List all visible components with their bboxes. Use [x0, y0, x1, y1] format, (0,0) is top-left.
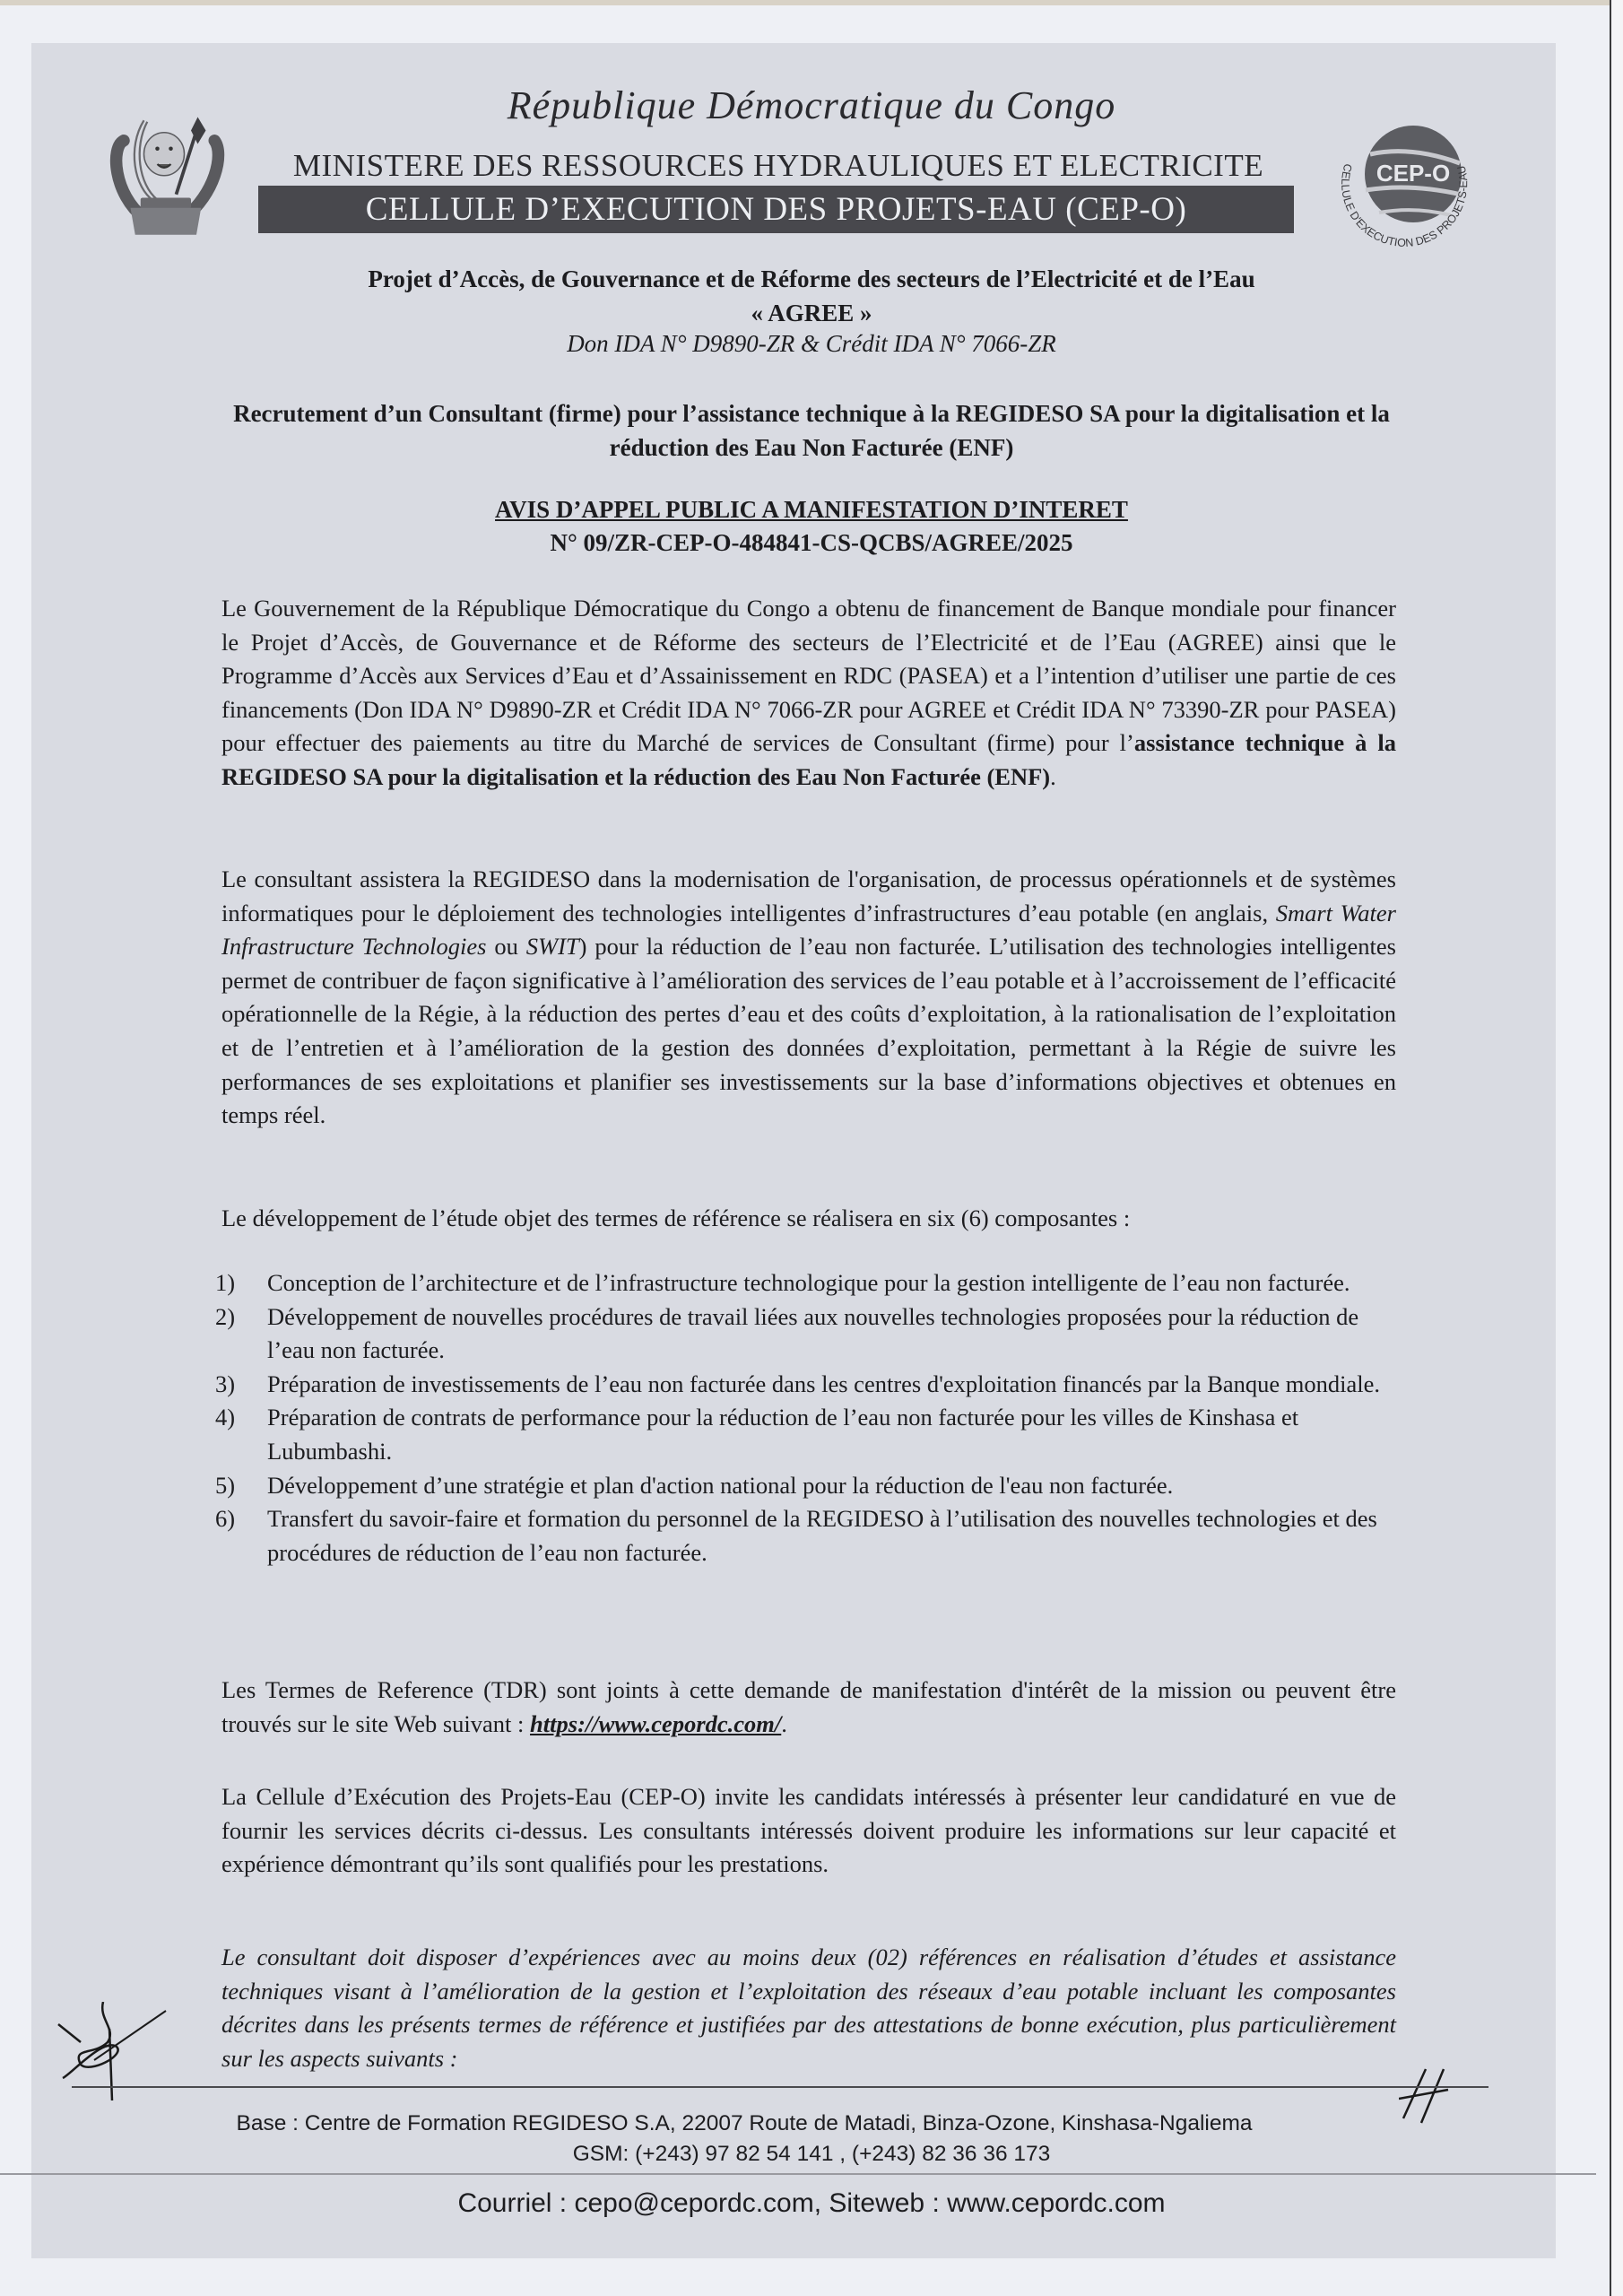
footer-contact: Courriel : cepo@cepordc.com, Siteweb : www.cepordc.com [457, 2188, 1166, 2218]
list-text: Développement d’une stratégie et plan d'action national pour la réduction de l'eau non facturée. [267, 1471, 1174, 1499]
components-list [215, 1266, 1399, 1570]
page-right-margin [1611, 0, 1623, 2296]
p2-text-a: Le consultant assistera la REGIDESO dans la modernisation de l'organisation, de processus opérationnels et de systèmes informatiques pour le déploiement des technologies intelligentes d’infrastructures d’eau potable (en anglais, [221, 865, 1396, 926]
list-text: Préparation de investissements de l’eau non facturée dans les centres d'exploitation financés par la Banque mondiale. [267, 1370, 1381, 1397]
notice-number: N° 09/ZR-CEP-O-484841-CS-QCBS/AGREE/2025 [550, 529, 1073, 556]
country-title: République Démocratique du Congo [507, 83, 1116, 127]
list-number: 4) [215, 1404, 236, 1431]
footer-address: Base : Centre de Formation REGIDESO S.A, 22007 Route de Matadi, Binza-Ozone, Kinshasa-Ngaliema [236, 2111, 1253, 2135]
unit-banner: CELLULE D’EXECUTION DES PROJETS-EAU (CEP-O) [258, 186, 1294, 233]
p2-text-b: ou [486, 933, 526, 961]
tdr-website-link[interactable]: https://www.cepordc.com/ [530, 1709, 782, 1737]
p2-text-c: ) pour la réduction de l’eau non facturée. L’utilisation des technologies intelligentes permet de contribuer de façon significative à l’amélioration des services de l’eau potable et à l’accroissement de l’efficacité opérationnelle de la Régie, à la réduction des pertes d’eau et des coûts d’exploitation, à la rationalisation de l’exploitation et de l’entretien et à l’amélioration de la gestion des données d’exploitation, permettant à la Régie de suivre les performances de ses exploitations et planifier ses investissements sur la base d’informations objectives et obtenues en temps réel. [221, 933, 1396, 1129]
list-number: 6) [215, 1505, 236, 1533]
list-item [215, 1300, 1399, 1368]
list-item [215, 1368, 1399, 1402]
list-number: 3) [215, 1370, 236, 1397]
paragraph-experience-requirements: Le consultant doit disposer d’expériences avec au moins deux (02) références en réalisation d’études et assistance techniques visant à l’amélioration de la gestion et l’exploitation des réseaux d’eau potable incluant les composantes décrites dans les présents termes de référence et justifiées par des attestations de bonne exécution, plus particulièrement sur les aspects suivants : [221, 1944, 1396, 2072]
p1-end: . [1050, 762, 1056, 790]
list-number: 5) [215, 1471, 236, 1499]
footer-phone: GSM: (+243) 97 82 54 141 , (+243) 82 36 36 173 [572, 2142, 1051, 2166]
paragraph-components-intro: Le développement de l’étude objet des termes de référence se réalisera en six (6) composantes : [221, 1205, 1131, 1231]
p4-text: Les Termes de Reference (TDR) sont joints à cette demande de manifestation d'intérêt de la mission ou peuvent être trouvés sur le site Web suivant : [221, 1676, 1396, 1737]
p1-text: Le Gouvernement de la République Démocratique du Congo a obtenu de financement de Banque mondiale pour financer le Projet d’Accès, de Gouvernance et de Réforme des secteurs de l’Electricité et de l’Eau (AGREE) ainsi que le Programme d’Accès aux Services d’Eau et d’Assainissement en RDC (PASEA) et a l’intention d’utiliser une partie de ces financements (Don IDA N° D9890-ZR et Crédit IDA N° 7066-ZR pour AGREE et Crédit IDA N° 73390-ZR pour PASEA) pour effectuer des paiements au titre du Marché de services de Consultant (firme) pour l’ [221, 595, 1396, 757]
ministry-title: MINISTERE DES RESSOURCES HYDRAULIQUES ET ELECTRICITE [292, 148, 1264, 183]
p2-italic-swit-full: Smart Water Infrastructure Technologies [221, 899, 1396, 961]
list-number: 2) [215, 1302, 236, 1330]
paragraph-invitation: La Cellule d’Exécution des Projets-Eau (CEP-O) invite les candidats intéressés à présenter leur candidaturé en vue de fournir les services décrits ci-dessus. Les consultants intéressés doivent produire les informations sur leur capacité et expérience démontrant qu’ils sont qualifiés pour les prestations. [221, 1783, 1396, 1878]
list-item [215, 1401, 1399, 1468]
recruitment-title: Recrutement d’un Consultant (firme) pour l’assistance technique à la REGIDESO SA pour la digitalisation et la réduction des Eau Non Facturée (ENF) [233, 400, 1390, 461]
list-text: Transfert du savoir-faire et formation du personnel de la REGIDESO à l’utilisation des nouvelles technologies et des procédures de réduction de l’eau non facturée. [267, 1505, 1377, 1566]
notice-heading: AVIS D’APPEL PUBLIC A MANIFESTATION D’INTERET [495, 496, 1128, 523]
paragraph-consultant-scope [221, 863, 1396, 1133]
list-text: Conception de l’architecture et de l’infrastructure technologique pour la gestion intelligente de l’eau non facturée. [267, 1269, 1350, 1296]
list-item [215, 1469, 1399, 1503]
list-item [215, 1266, 1399, 1300]
p4-end: . [781, 1709, 787, 1737]
p1-bold-text: assistance technique à la REGIDESO SA pour la digitalisation et la réduction des Eau Non Facturée (ENF) [221, 729, 1396, 790]
project-title-text: Projet d’Accès, de Gouvernance et de Réforme des secteurs de l’Electricité et de l’Eau [368, 265, 1255, 292]
project-title [179, 262, 1444, 330]
p2-italic-swit: SWIT [525, 933, 579, 961]
paragraph-financing [221, 592, 1396, 795]
svg-text:CELLULE D'EXECUTION DES PROJET: CELLULE D'EXECUTION DES PROJETS-EAU [1339, 162, 1471, 249]
funding-reference: Don IDA N° D9890-ZR & Crédit IDA N° 7066-ZR [567, 330, 1056, 357]
project-acronym: « AGREE » [751, 300, 872, 326]
paragraph-tdr [221, 1674, 1396, 1741]
svg-text:CEP-O: CEP-O [1376, 160, 1451, 187]
footer-divider-2 [0, 2173, 1596, 2175]
footer-divider [72, 2086, 1488, 2088]
list-text: Développement de nouvelles procédures de travail liées aux nouvelles technologies proposées pour la réduction de l’eau non facturée. [267, 1302, 1359, 1364]
scanned-page-area [31, 43, 1556, 2258]
list-number: 1) [215, 1269, 236, 1296]
list-item [215, 1502, 1399, 1570]
list-text: Préparation de contrats de performance pour la réduction de l’eau non facturée pour les villes de Kinshasa et Lubumbashi. [267, 1404, 1299, 1465]
scanner-top-strip [0, 0, 1623, 5]
